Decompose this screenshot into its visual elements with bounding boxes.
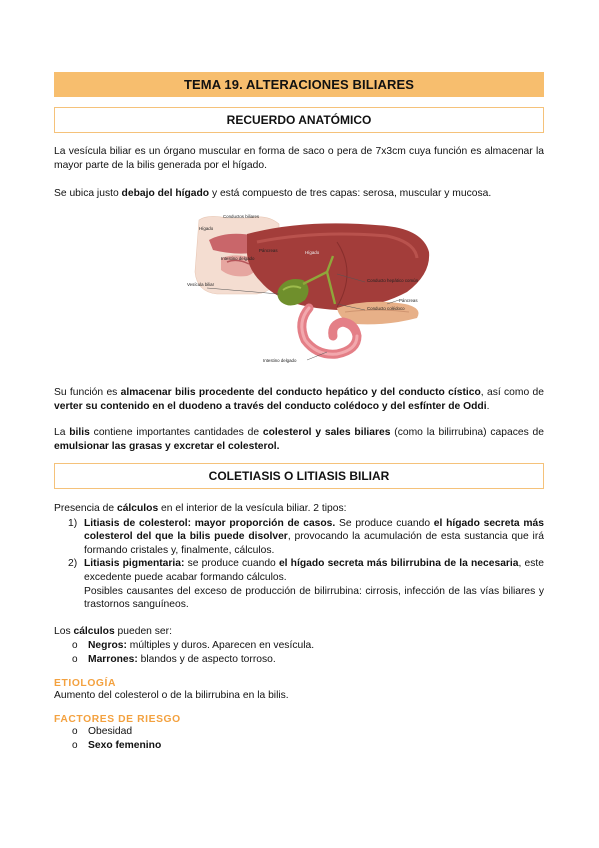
figure-label: Conducto hepático común — [367, 277, 419, 283]
figure-label: Hígado — [305, 249, 320, 255]
figure-label: Conductos biliares — [223, 213, 260, 219]
list-number: 1) — [68, 517, 78, 529]
figure-label: Hígado — [199, 225, 214, 231]
list-number: 2) — [68, 558, 78, 570]
heading-factores-riesgo: FACTORES DE RIESGO — [54, 714, 181, 726]
bullet-icon: o — [72, 726, 78, 738]
bullet-icon: o — [72, 653, 78, 665]
bullet-icon: o — [72, 639, 78, 651]
calculos-list — [54, 639, 544, 667]
heading-etiologia: ETIOLOGÍA — [54, 677, 117, 689]
figure-label: Vesícula biliar — [187, 281, 215, 287]
bullet-icon: o — [72, 740, 78, 752]
paragraph-bilis: La bilis contiene importantes cantidades de colesterol y sales biliares (como la bilirrubina) capaces de emulsionar las grasas y excretar el colesterol. — [54, 427, 544, 453]
liver-gallbladder-diagram — [187, 212, 432, 368]
paragraph-function: Su función es almacenar bilis procedente del conducto hepático y del conducto cístico, así como de verter su contenido en el duodeno a través del conducto colédoco y del esfínter de Oddi. — [54, 386, 544, 412]
paragraph-vesicula-intro: La vesícula biliar es un órgano muscular en forma de saco o pera de 7x3cm cuya función es almacenar la mayor parte de la bilis generada por el hígado. — [54, 146, 544, 172]
risk-factors-list — [54, 725, 544, 753]
paragraph-calculos-intro: Presencia de cálculos en el interior de la vesícula biliar. 2 tipos: — [54, 503, 347, 515]
figure-label: Páncreas — [259, 247, 278, 253]
section-heading-anatomy: RECUERDO ANATÓMICO — [54, 107, 544, 133]
list-item: 2) Litiasis pigmentaria: se produce cuando el hígado secreta más bilirrubina de la necesaria, este excedente puede acabar formando cálculos. Posibles causantes del exceso de producción de bilirrubina: cirrosis, infección de las vías biliares y trastornos sanguíneos. — [68, 558, 544, 611]
paragraph-etiologia: Aumento del colesterol o de la bilirrubina en la bilis. — [54, 689, 289, 701]
figure-label: Páncreas — [399, 297, 418, 303]
figure-label: Conducto colédoco — [367, 305, 405, 311]
page-title: TEMA 19. ALTERACIONES BILIARES — [54, 72, 544, 97]
section-heading-litiasis: COLETIASIS O LITIASIS BILIAR — [54, 463, 544, 489]
litiasis-types-list — [54, 517, 544, 612]
document-page — [54, 72, 544, 753]
list-item: 1) Litiasis de colesterol: mayor proporción de casos. Se produce cuando el hígado secreta más colesterol del que la bilis puede disolver, provocando la acumulación de esta sustancia que irá formando cristales y, finalmente, cálculos. — [68, 517, 544, 556]
list-item: o Obesidad — [72, 726, 133, 738]
figure-label: Intestino delgado — [221, 255, 255, 261]
anatomy-illustration — [187, 212, 432, 368]
list-item: o Sexo femenino — [72, 740, 162, 752]
paragraph-location: Se ubica justo debajo del hígado y está compuesto de tres capas: serosa, muscular y mucosa. — [54, 188, 492, 200]
list-item: o Marrones: blandos y de aspecto torroso. — [72, 653, 276, 665]
paragraph-calculos-types: Los cálculos pueden ser: — [54, 625, 172, 637]
figure-label: Intestino delgado — [263, 357, 297, 363]
list-item: o Negros: múltiples y duros. Aparecen en vesícula. — [72, 639, 315, 651]
